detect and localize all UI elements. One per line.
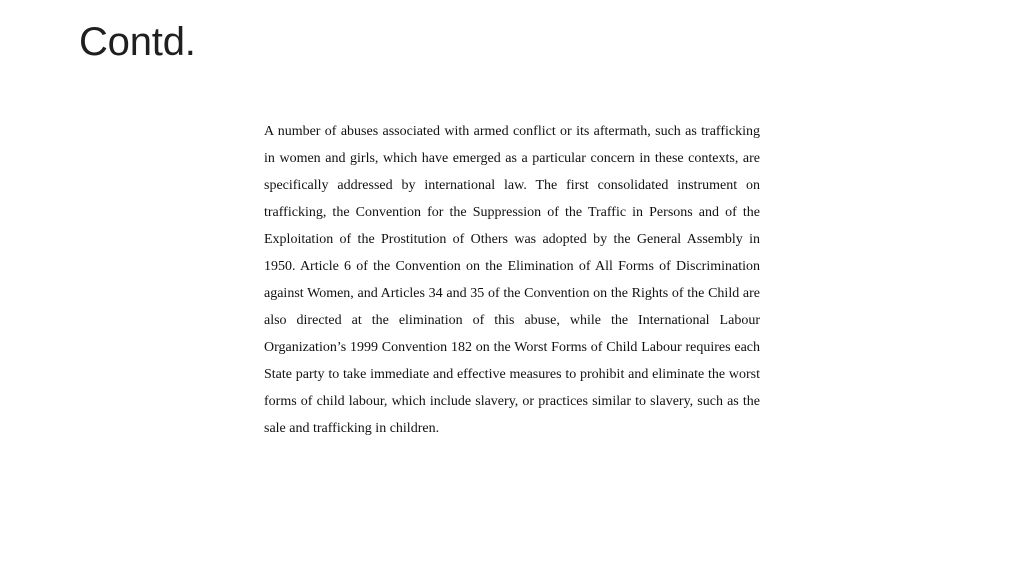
slide-title: Contd.: [79, 20, 196, 64]
body-paragraph: A number of abuses associated with armed conflict or its aftermath, such as trafficking in women and girls, which have emerged as a particular concern in these contexts, are specifically addressed by international law. The first consolidated instrument on trafficking, the Convention for the Suppression of the Traffic in Persons and of the Exploitation of the Prostitution of Others was adopted by the General Assembly in 1950. Article 6 of the Convention on the Elimination of All Forms of Discrimination against Women, and Articles 34 and 35 of the Convention on the Rights of the Child are also directed at the elimination of this abuse, while the International Labour Organization’s 1999 Convention 182 on the Worst Forms of Child Labour requires each State party to take immediate and effective measures to prohibit and eliminate the worst forms of child labour, which include slavery, or practices similar to slavery, such as the sale and trafficking in children.: [264, 124, 760, 436]
